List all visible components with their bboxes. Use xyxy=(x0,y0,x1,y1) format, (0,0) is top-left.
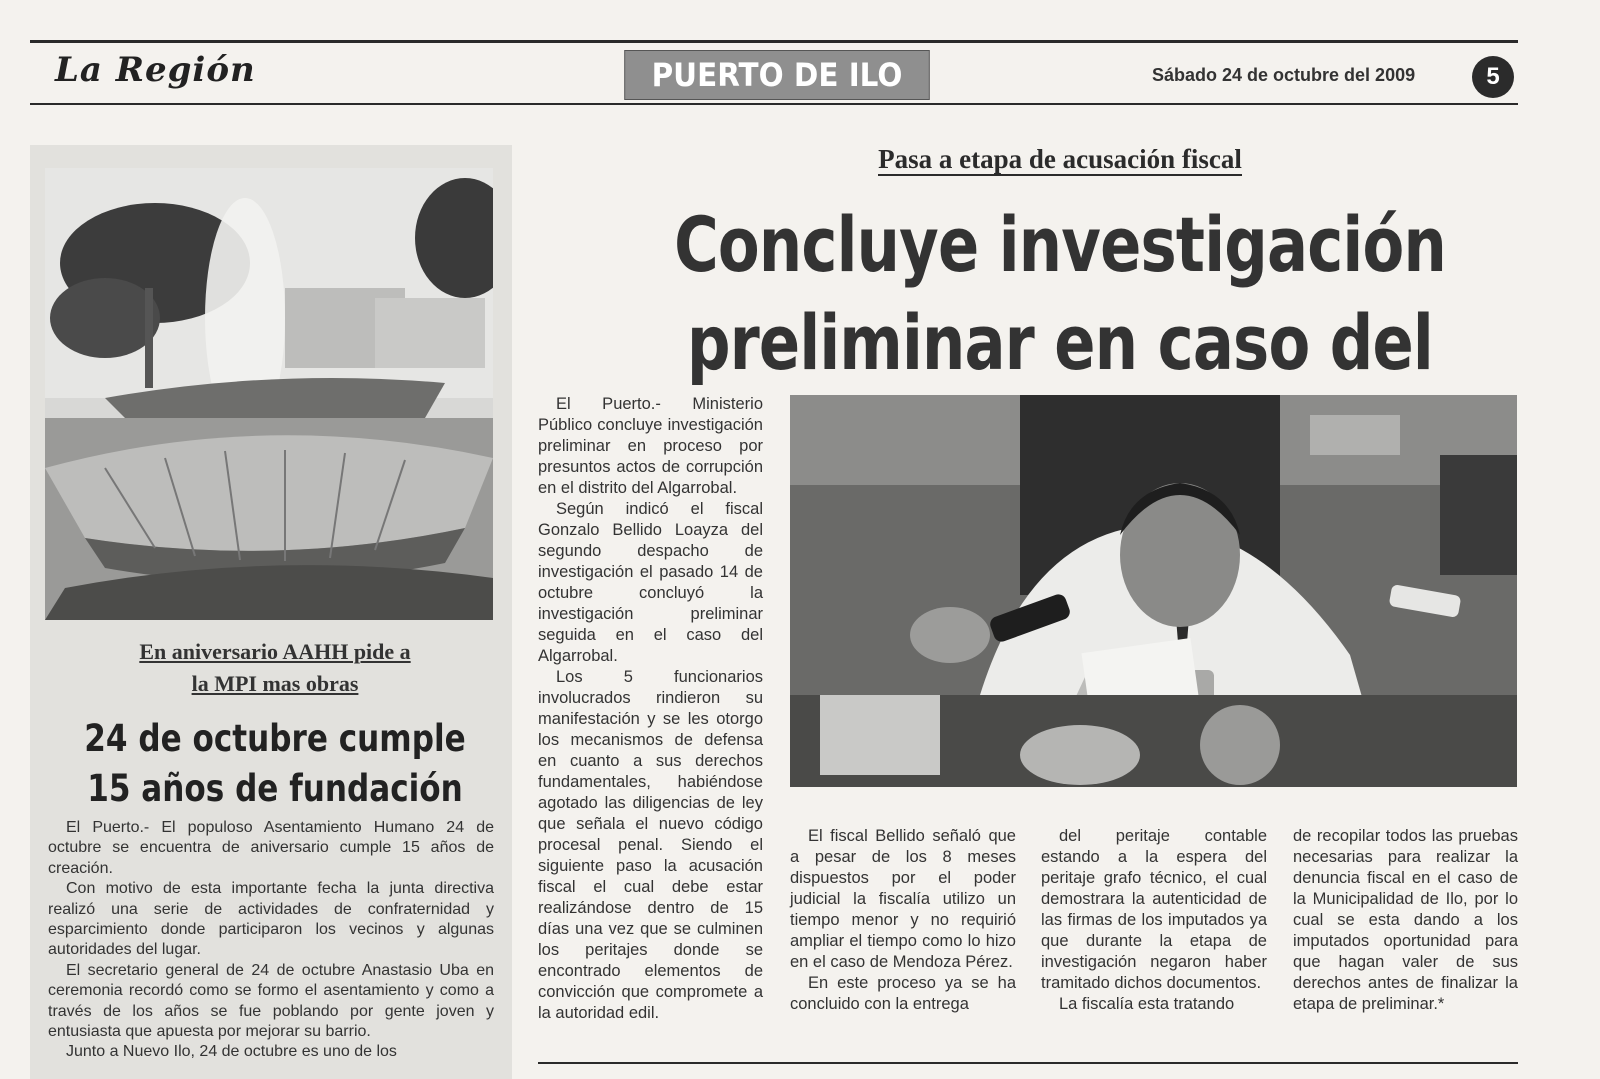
main-column-3 xyxy=(1041,826,1267,1015)
side-paragraph: El secretario general de 24 de octubre Anastasio Uba en ceremonia recordó como se formo el asentamiento y como a través de los años se fue poblando por gente joven y entusiasta que apuesta por mejorar su barrio. xyxy=(48,961,494,1041)
side-kicker xyxy=(40,636,510,700)
main-paragraph: de recopilar todos las pruebas necesarias para realizar la denuncia fiscal en el caso de la Municipalidad de Ilo, por lo cual se esta dando a los imputados oportunidad para que hagan valer de sus derechos antes de finalizar la etapa de preliminar.* xyxy=(1293,827,1518,1013)
prosecutor-press-photo-icon xyxy=(790,395,1517,787)
newspaper-logo: La Región xyxy=(55,50,256,90)
side-headline-line2: 15 años de fundación xyxy=(87,767,463,810)
top-rule xyxy=(30,40,1518,43)
issue-date: Sábado 24 de octubre del 2009 xyxy=(1152,65,1416,85)
side-paragraph: Junto a Nuevo Ilo, 24 de octubre es uno de los xyxy=(66,1043,397,1061)
main-headline-line1: Concluye investigación xyxy=(674,200,1446,289)
side-kicker-line1: En aniversario AAHH pide a xyxy=(139,639,411,664)
main-paragraph: El Puerto.- Ministerio Público concluye investigación preliminar en proceso por presuntos actos de corrupción en el distrito del Algarrobal. xyxy=(538,395,763,497)
main-paragraph: En este proceso ya se ha concluido con la entrega xyxy=(790,974,1016,1013)
side-article-body xyxy=(48,818,494,1063)
masthead-bottom-rule xyxy=(30,103,1518,105)
bottom-rule xyxy=(538,1062,1518,1064)
main-paragraph: La fiscalía esta tratando xyxy=(1059,995,1235,1013)
main-paragraph: El fiscal Bellido señaló que a pesar de los 8 meses dispuestos por el poder judicial la fiscalía utilizo un tiempo menor y no requirió ampliar el tiempo como lo hizo en el caso de Mendoza Pérez. xyxy=(790,827,1016,971)
main-column-4 xyxy=(1293,826,1518,1015)
fountain-photo-icon xyxy=(45,168,493,620)
main-paragraph: Según indicó el fiscal Gonzalo Bellido Loayza del segundo despacho de investigación el pasado 14 de octubre concluyó la investigación preliminar seguida en el caso del Algarrobal. xyxy=(538,500,763,665)
main-paragraph: Los 5 funcionarios involucrados rindieron su manifestación y se les otorgo los mecanismos de defensa en cuanto a sus derechos fundamentales, habiéndose agotado las diligencias de ley que señala el nuevo código procesal penal. Siendo el siguiente paso la acusación fiscal el cual debe estar realizándose dentro de 15 días una vez que se culminen los peritajes donde se encontrado elementos de convicción que compromete a la autoridad edil. xyxy=(538,668,763,1022)
main-kicker-text: Pasa a etapa de acusación fiscal xyxy=(878,144,1242,174)
side-paragraph: Con motivo de esta importante fecha la junta directiva realizó una serie de actividades de confraternidad y esparcimiento donde participaron los vecinos y algunas autoridades del lugar. xyxy=(48,880,494,959)
main-kicker xyxy=(540,144,1580,175)
side-headline-line1: 24 de octubre cumple xyxy=(84,717,466,760)
main-column-1 xyxy=(538,394,763,1024)
side-headline xyxy=(78,714,473,814)
main-headline-line2: preliminar en caso del xyxy=(687,298,1433,387)
section-label: PUERTO DE ILO xyxy=(624,50,929,100)
side-paragraph: El Puerto.- El populoso Asentamiento Humano 24 de octubre se encuentra de aniversario cumple 15 años de creación. xyxy=(48,819,494,877)
page-number-badge: 5 xyxy=(1472,56,1514,98)
main-paragraph: del peritaje contable estando a la espera del peritaje grafo técnico, el cual demostrara la autenticidad de las firmas de los imputados ya que durante la etapa de investigación negaron haber tramitado dichos documentos. xyxy=(1041,827,1267,992)
side-kicker-line2: la MPI mas obras xyxy=(191,671,359,696)
main-column-2 xyxy=(790,826,1016,1015)
